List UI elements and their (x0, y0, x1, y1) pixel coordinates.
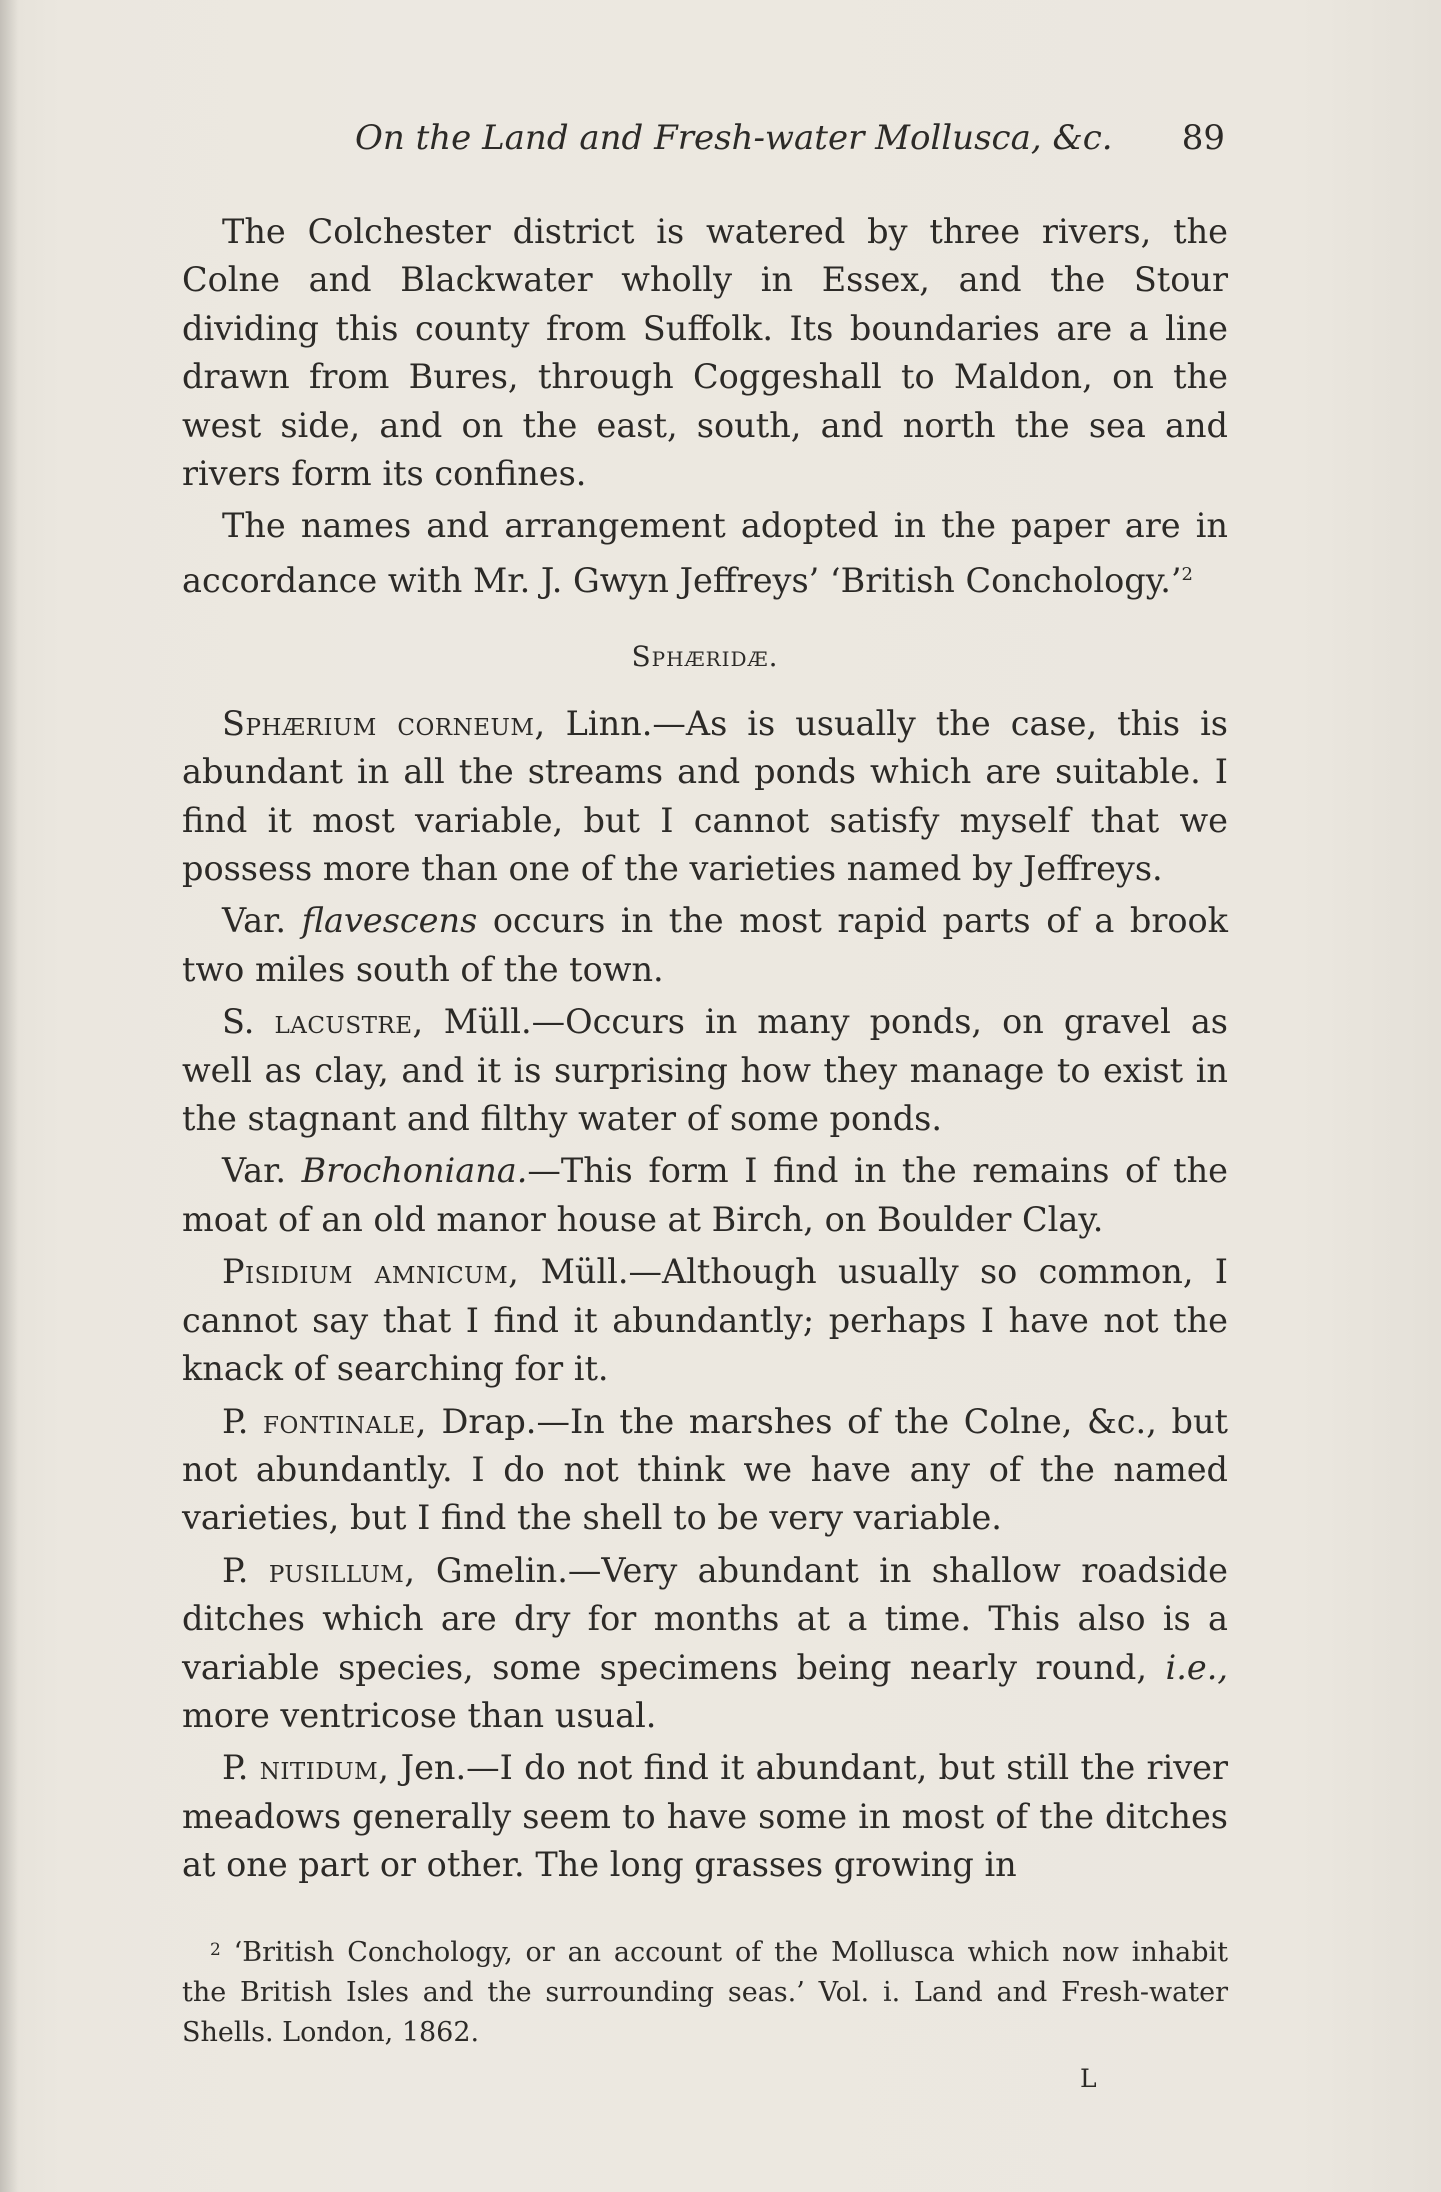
genus-prefix: P. (222, 1550, 269, 1590)
footnote (182, 1930, 1228, 2053)
entry-text: Linn.—As is usually the case, this is abundant in all the streams and ponds which are suitable. I find it most variable, but I cannot satisfy myself that we possess more than one of the varieties named by Jeffreys. (182, 703, 1228, 889)
species-name: pusillum, (268, 1550, 416, 1590)
entry-nitidum (182, 1744, 1228, 1889)
paragraph-text: The Colchester district is watered by three rivers, the Colne and Blackwater wholly in Essex, and the Stour dividing this county from Suffolk. Its boundaries are a line drawn from Bures, through Coggeshall to Maldon, on the west side, and on the east, south, and north the sea and rivers form its confines. (182, 212, 1228, 494)
entry-text: occurs in the most rapid parts of a brook two miles south of the town. (182, 901, 1228, 989)
entry-var-brochoniana (182, 1147, 1228, 1244)
species-name: nitidum, (259, 1748, 390, 1788)
entry-text: Müll.—Although usually so common, I cannot say that I find it abundantly; perhaps I have not the knack of searching for it. (182, 1252, 1228, 1389)
genus-prefix: P. (222, 1401, 264, 1441)
entry-pusillum (182, 1547, 1228, 1741)
entry-lacustre (182, 998, 1228, 1143)
page-fold-shadow (0, 0, 18, 2192)
paragraph-intro-2 (182, 502, 1228, 605)
entry-pisidium-amnicum (182, 1248, 1228, 1393)
entry-text: Drap.—In the marshes of the Colne, &c., but not abundantly. I do not think we have any of the named varieties, but I find the shell to be very variable. (182, 1401, 1228, 1538)
footnote-marker: 2 (210, 1940, 221, 1960)
page-number: 89 (1181, 118, 1225, 158)
footnote-text: ‘British Conchology, or an account of the Mollusca which now inhabit the British Isles and the surrounding seas.’ Vol. i. Land and Fresh-water Shells. London, 1862. (182, 1937, 1228, 2048)
entry-var-flavescens (182, 897, 1228, 994)
entry-text-continued: more ventricose than usual. (182, 1695, 657, 1735)
var-prefix: Var. (222, 901, 302, 941)
variety-name: flavescens (301, 901, 478, 941)
species-name: fontinale, (263, 1401, 427, 1441)
entry-text: Jen.—I do not find it abundant, but still the river meadows generally seem to have some in most of the ditches at one part or other. The long grasses growing in (182, 1748, 1228, 1885)
entry-sphaerium-corneum (182, 700, 1228, 894)
footnote-paragraph (182, 1930, 1228, 2053)
signature-mark: L (1080, 2064, 1097, 2093)
entry-text: Müll.—Occurs in many ponds, on gravel as well as clay, and it is surprising how they manage to exist in the stagnant and filthy water of some ponds. (182, 1002, 1228, 1139)
section-heading: Sphæridæ. (631, 640, 779, 674)
entry-text: —This form I find in the remains of the moat of an old manor house at Birch, on Boulder Clay. (182, 1151, 1228, 1239)
variety-name: Brochoniana. (301, 1151, 528, 1191)
species-name: Pisidium amnicum, (222, 1252, 520, 1292)
paragraph-intro-1 (182, 208, 1228, 498)
body-text (182, 208, 1228, 1890)
footnote-ref: 2 (1181, 563, 1193, 585)
genus-prefix: S. (222, 1002, 275, 1042)
var-prefix: Var. (222, 1151, 302, 1191)
entry-text: Gmelin.—Very abundant in shallow roadside ditches which are dry for months at a time. This also is a variable species, some specimens being nearly round, (182, 1550, 1228, 1687)
species-name: Sphærium corneum, (222, 703, 546, 743)
entry-fontinale (182, 1398, 1228, 1543)
abbreviation: i.e., (1165, 1647, 1228, 1687)
paragraph-text: The names and arrangement adopted in the paper are in accordance with Mr. J. Gwyn Jeffreys’ ‘British Conchology.’ (182, 506, 1228, 600)
genus-prefix: P. (222, 1748, 260, 1788)
species-name: lacustre, (274, 1002, 424, 1042)
running-title: On the Land and Fresh-water Mollusca, &c. (355, 118, 1113, 158)
page-header (355, 118, 1225, 158)
